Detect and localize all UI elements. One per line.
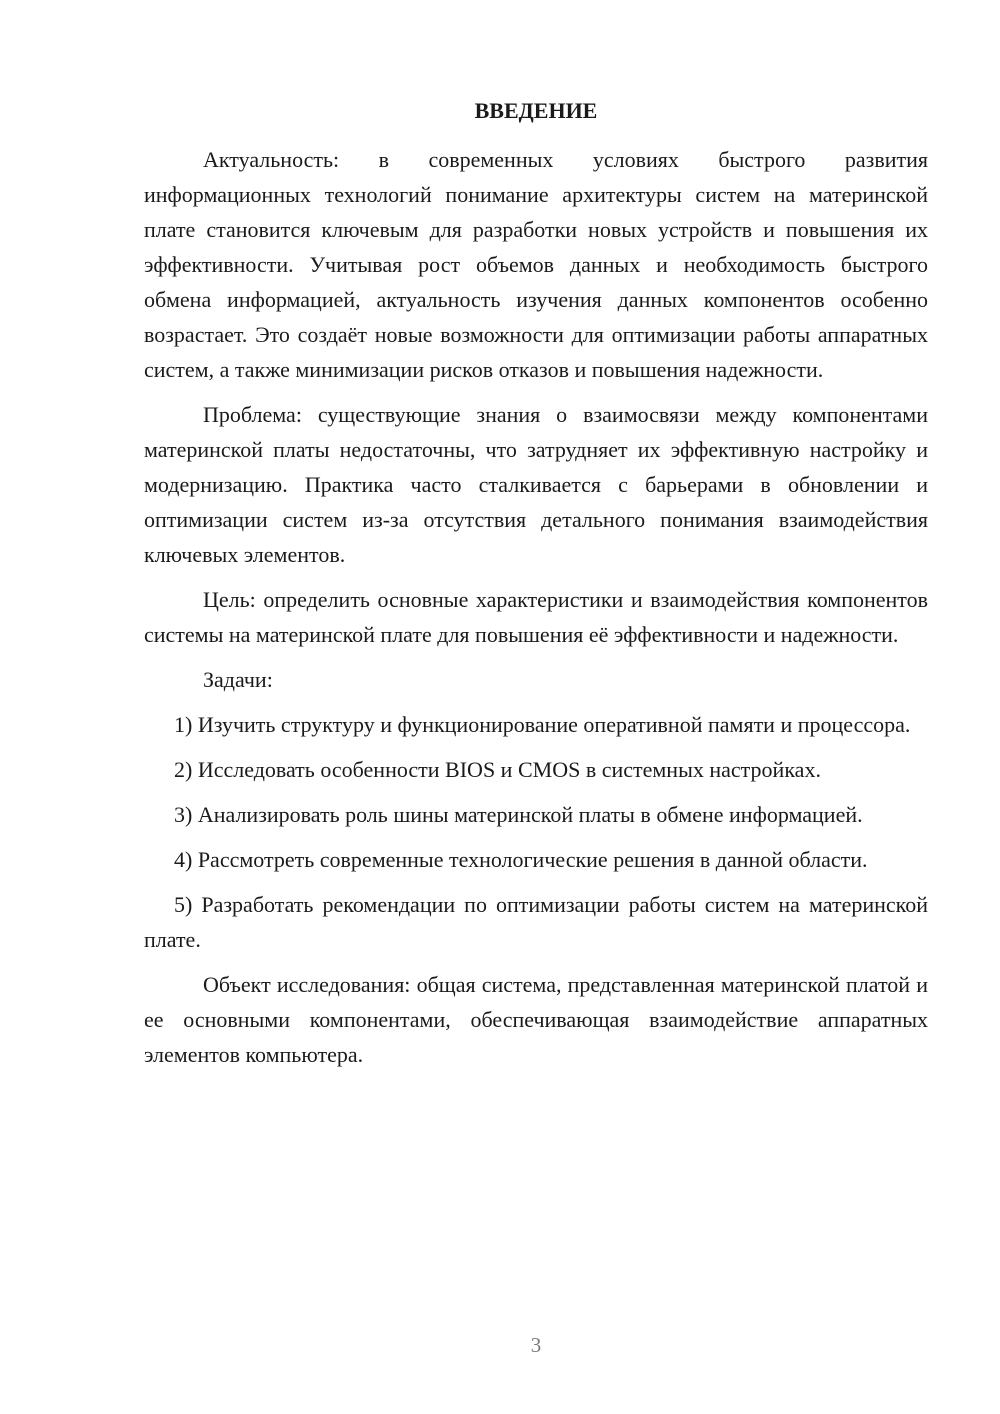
tasks-heading: Задачи: — [203, 667, 273, 692]
document-page — [144, 96, 928, 1082]
section-title: ВВЕДЕНИЕ — [474, 98, 598, 123]
task-item: 1) Изучить структуру и функционирование оперативной памяти и процессора. — [174, 712, 911, 737]
task-item: 4) Рассмотреть современные технологические решения в данной области. — [174, 847, 868, 872]
relevance-paragraph: Актуальность: в современных условиях быстрого развития информационных технологий понимание архитектуры систем на материнской плате становится ключевым для разработки новых устройств и повышения их эффективности. Учитывая рост объемов данных и необходимость быстрого обмена информацией, актуальность изучения данных компонентов особенно возрастает. Это создаёт новые возможности для оптимизации работы аппаратных систем, а также минимизации рисков отказов и повышения надежности. — [144, 147, 928, 382]
goal-paragraph: Цель: определить основные характеристики и взаимодействия компонентов системы на материнской плате для повышения её эффективности и надежности. — [144, 587, 928, 647]
problem-paragraph: Проблема: существующие знания о взаимосвязи между компонентами материнской платы недостаточны, что затрудняет их эффективную настройку и модернизацию. Практика часто сталкивается с барьерами в обновлении и оптимизации систем из-за отсутствия детального понимания взаимодействия ключевых элементов. — [144, 402, 928, 567]
task-item: 2) Исследовать особенности BIOS и CMOS в системных настройках. — [174, 757, 821, 782]
object-paragraph: Объект исследования: общая система, представленная материнской платой и ее основными компонентами, обеспечивающая взаимодействие аппаратных элементов компьютера. — [144, 972, 928, 1067]
task-item: 3) Анализировать роль шины материнской платы в обмене информацией. — [174, 802, 863, 827]
task-item: 5) Разработать рекомендации по оптимизации работы систем на материнской плате. — [144, 892, 928, 952]
page-number: 3 — [530, 1333, 542, 1357]
